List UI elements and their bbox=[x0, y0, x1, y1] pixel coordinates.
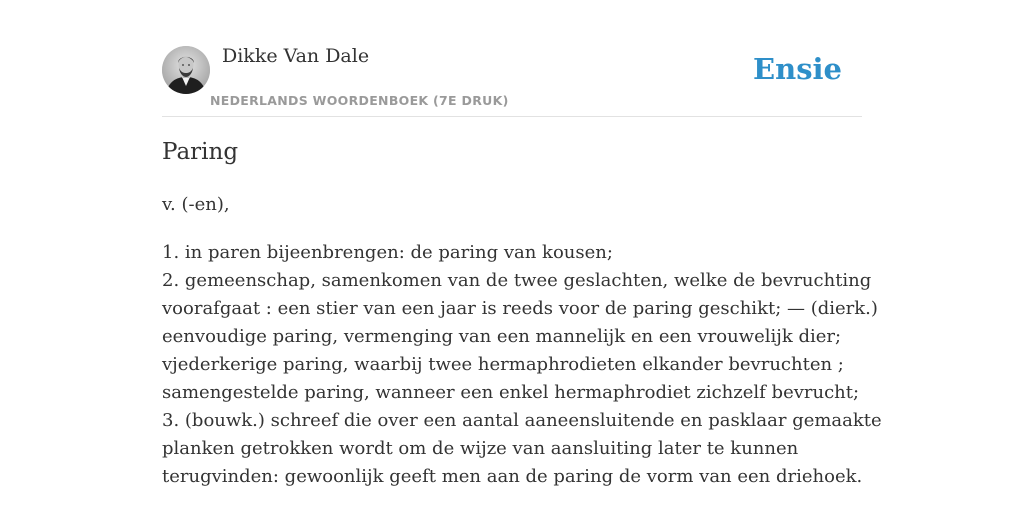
definition-line: 1. in paren bijeenbrengen: de paring van kousen; bbox=[162, 242, 613, 263]
definition-line: 3. (bouwk.) schreef die over een aantal aaneensluitende en pasklaar gemaakte bbox=[162, 410, 882, 431]
definition-line: vjederkerige paring, waarbij twee hermaphrodieten elkander bevruchten ; bbox=[162, 354, 844, 375]
dictionary-source[interactable]: NEDERLANDS WOORDENBOEK (7E DRUK) bbox=[210, 93, 509, 108]
definition-line: terugvinden: gewoonlijk geeft men aan de paring de vorm van een driehoek. bbox=[162, 466, 863, 487]
definition-line: 2. gemeenschap, samenkomen van de twee geslachten, welke de bevruchting bbox=[162, 270, 872, 291]
author-name[interactable]: Dikke Van Dale bbox=[222, 45, 370, 67]
entry-title: Paring bbox=[162, 139, 239, 165]
header bbox=[162, 0, 862, 117]
definition bbox=[162, 239, 882, 491]
definition-line: samengestelde paring, wanneer een enkel hermaphrodiet zichzelf bevrucht; bbox=[162, 382, 860, 403]
portrait-photo-icon bbox=[162, 46, 210, 94]
author-avatar[interactable] bbox=[162, 46, 210, 94]
definition-line: voorafgaat : een stier van een jaar is reeds voor de paring geschikt; — (dierk.) bbox=[162, 298, 878, 319]
grammar-info: v. (-en), bbox=[162, 194, 230, 215]
ensie-logo[interactable]: Ensie bbox=[753, 52, 842, 86]
definition-line: planken getrokken wordt om de wijze van aansluiting later te kunnen bbox=[162, 438, 799, 459]
definition-line: eenvoudige paring, vermenging van een mannelijk en een vrouwelijk dier; bbox=[162, 326, 842, 347]
